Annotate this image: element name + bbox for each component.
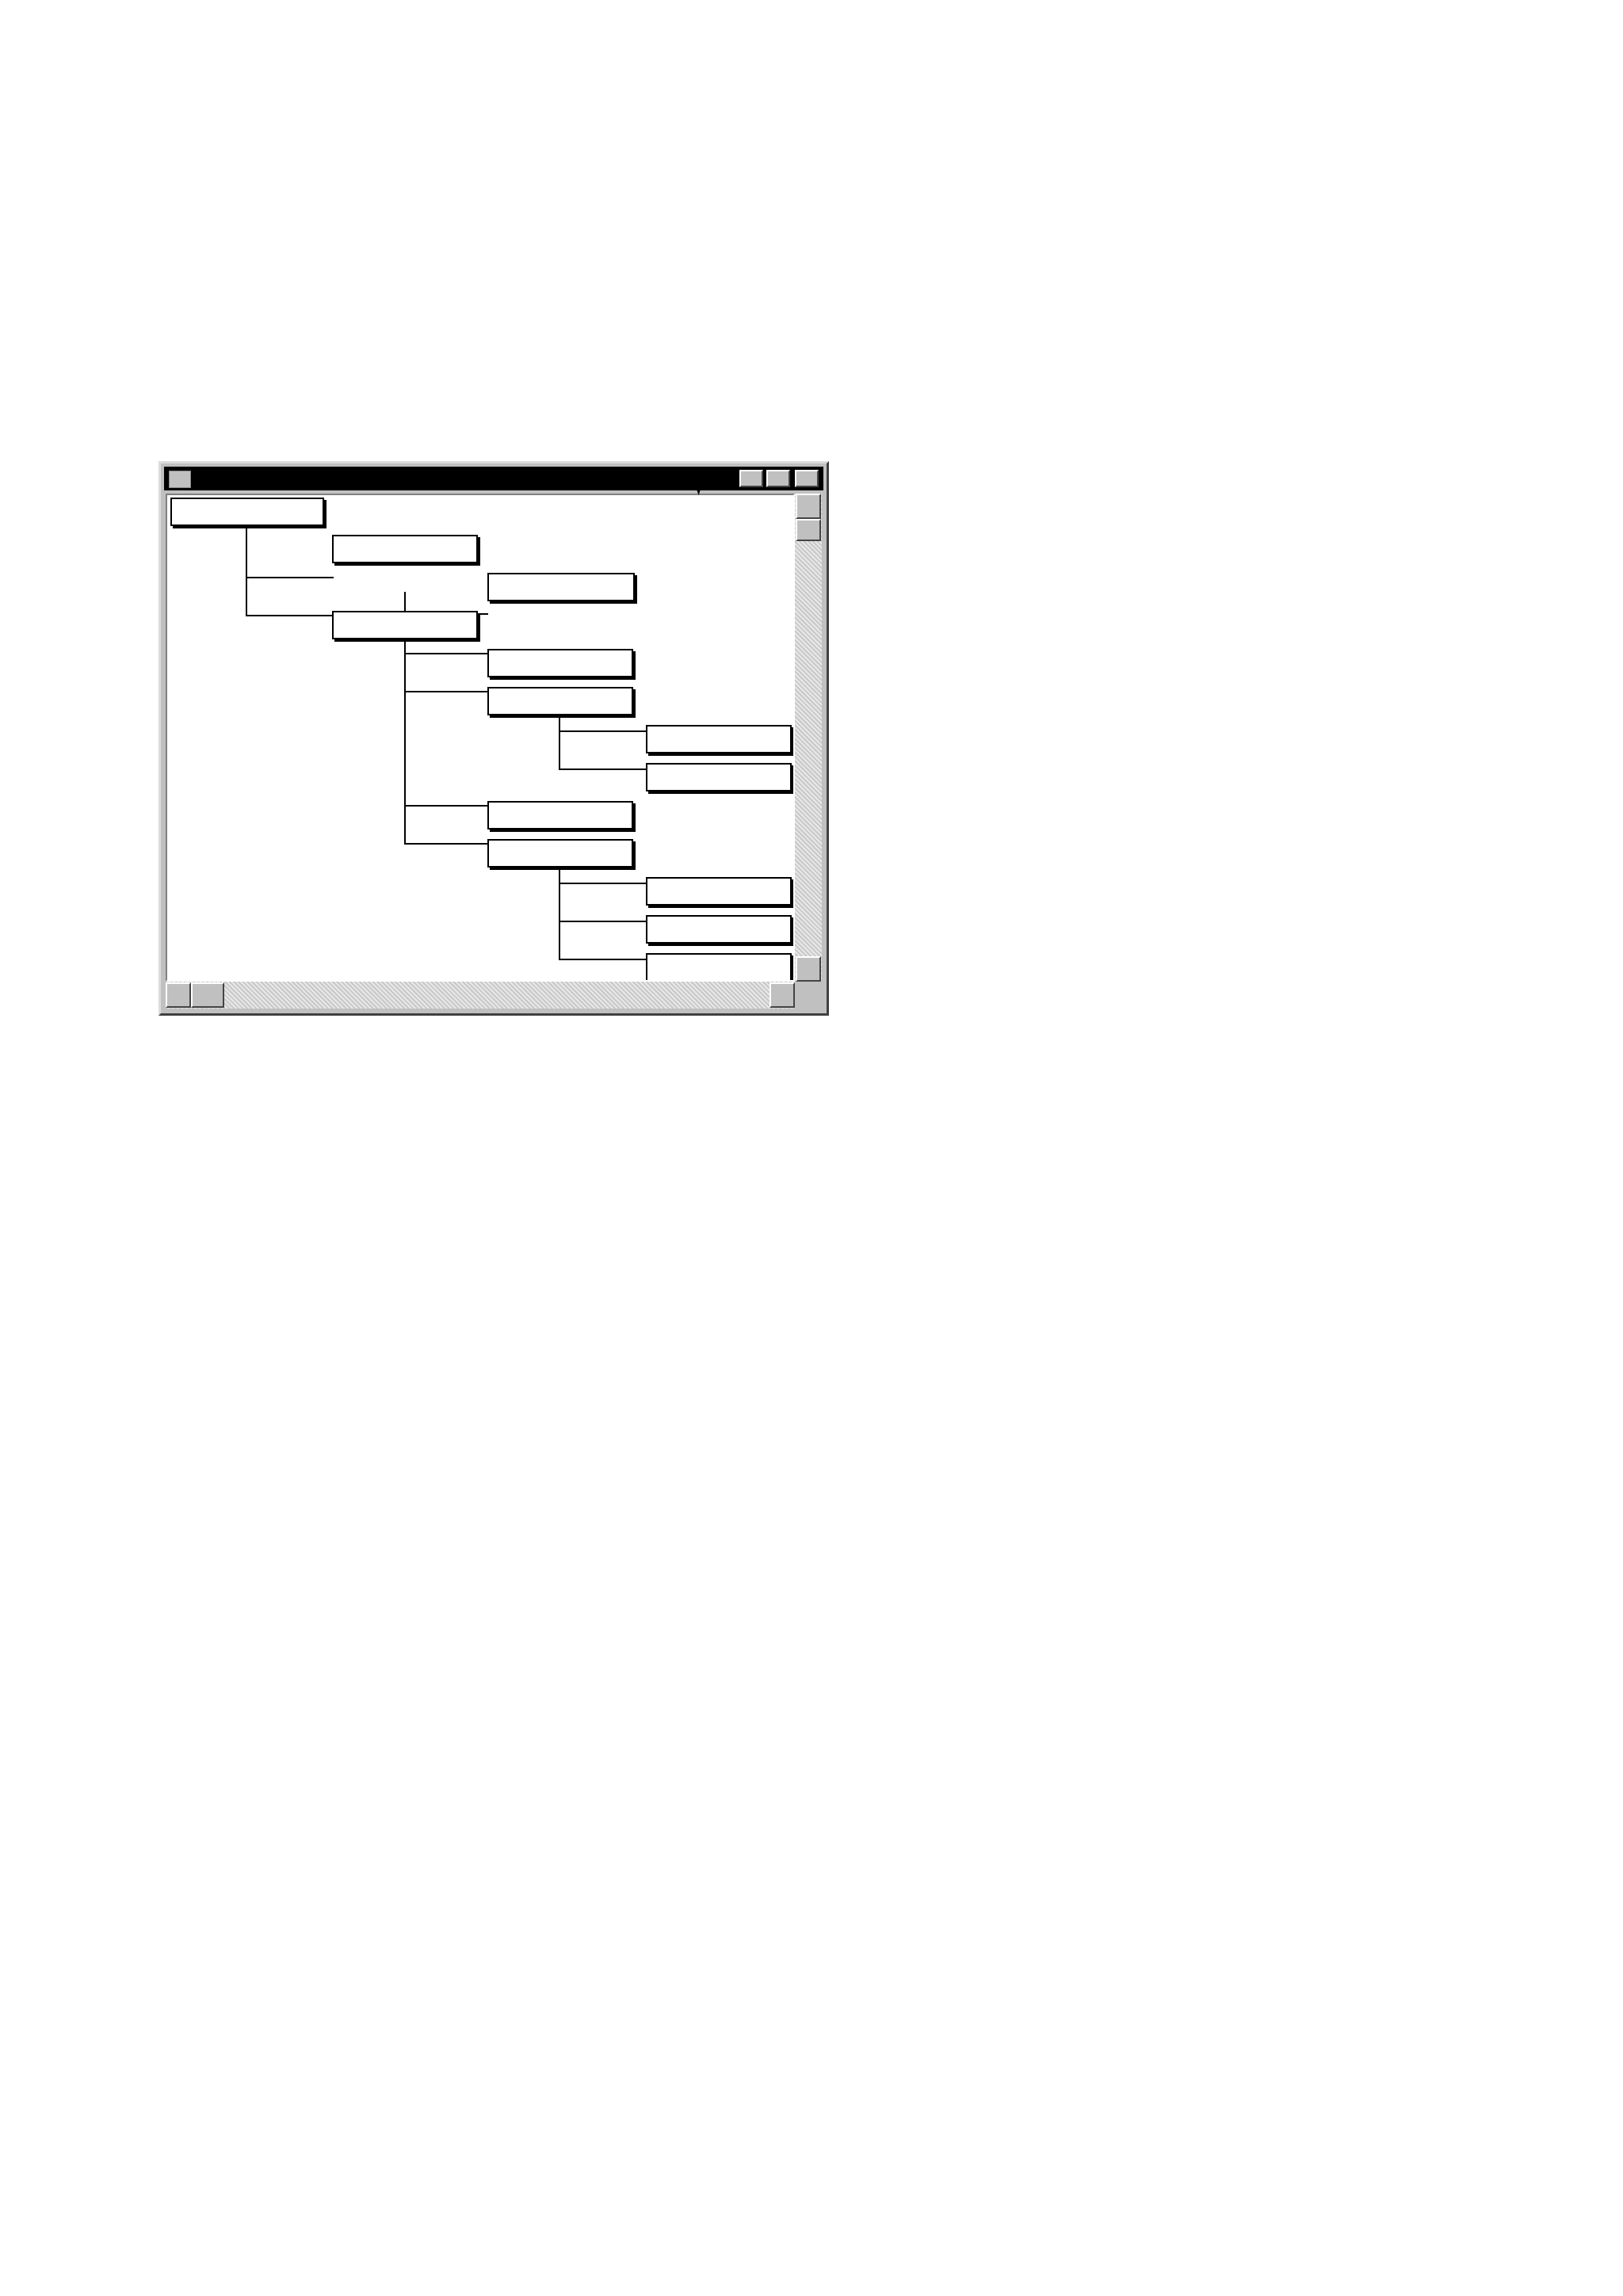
close-button[interactable] bbox=[795, 470, 819, 487]
vertical-scrollbar[interactable] bbox=[795, 494, 822, 982]
tree-node[interactable] bbox=[487, 573, 635, 601]
scroll-up-button[interactable] bbox=[796, 494, 821, 519]
scroll-right-button[interactable] bbox=[769, 982, 795, 1008]
tree-view[interactable] bbox=[166, 494, 795, 982]
tree-node[interactable] bbox=[487, 687, 633, 715]
tree-node[interactable] bbox=[646, 915, 792, 944]
scroll-hthumb[interactable] bbox=[191, 982, 224, 1008]
scroll-down-button[interactable] bbox=[796, 956, 821, 982]
tree-node[interactable] bbox=[646, 725, 792, 753]
maximize-button[interactable] bbox=[766, 470, 790, 487]
tree-node[interactable] bbox=[646, 953, 792, 982]
tree-node[interactable] bbox=[170, 498, 324, 526]
tree-node[interactable] bbox=[487, 649, 633, 677]
tree-node[interactable] bbox=[332, 535, 478, 563]
tree-node[interactable] bbox=[646, 877, 792, 906]
horizontal-scrollbar[interactable] bbox=[166, 982, 795, 1009]
window-titlebar[interactable] bbox=[164, 467, 823, 490]
app-icon bbox=[169, 471, 191, 488]
scroll-left-button[interactable] bbox=[166, 982, 191, 1008]
minimize-button[interactable] bbox=[739, 470, 763, 487]
scroll-thumb[interactable] bbox=[796, 519, 821, 541]
tree-node[interactable] bbox=[332, 611, 478, 639]
tree-node[interactable] bbox=[487, 839, 633, 868]
dll-tree-window[interactable] bbox=[158, 461, 829, 1016]
resize-grip[interactable] bbox=[795, 982, 822, 1009]
tree-node[interactable] bbox=[487, 801, 633, 830]
tree-node[interactable] bbox=[646, 763, 792, 791]
